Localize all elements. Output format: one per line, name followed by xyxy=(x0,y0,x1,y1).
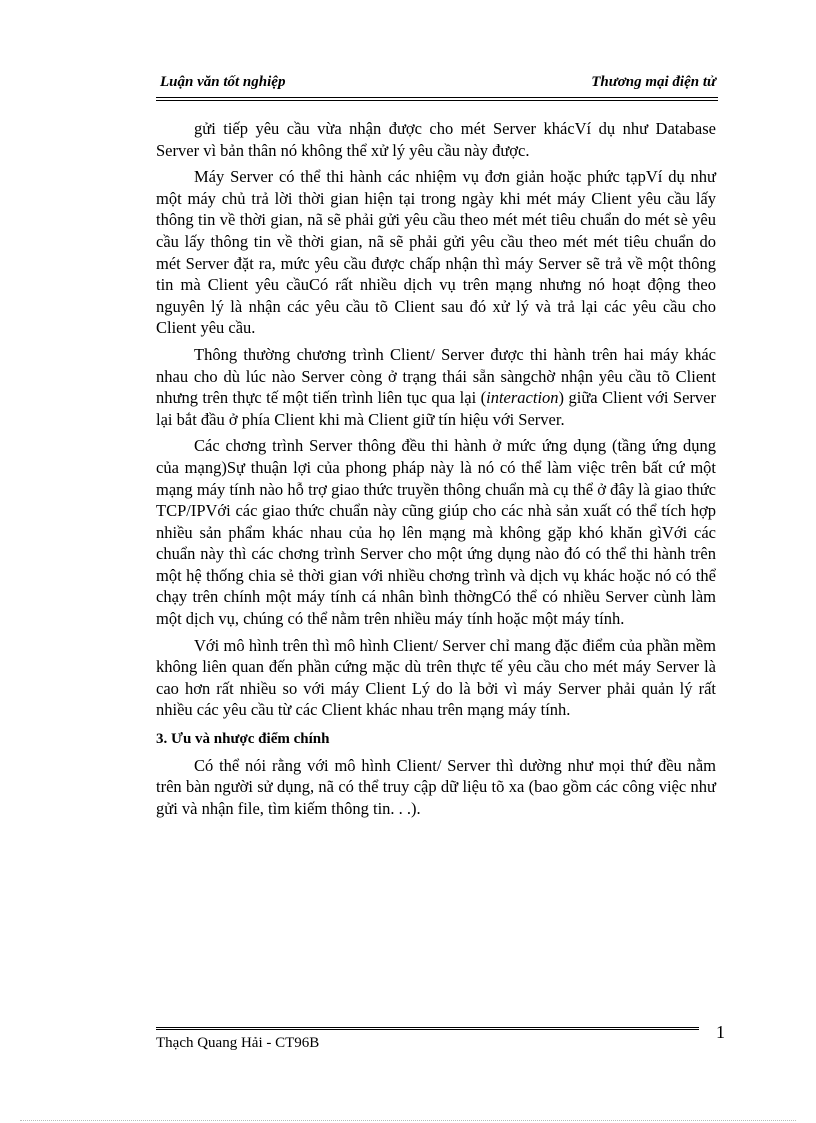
document-body xyxy=(156,118,716,824)
paragraph-1: gửi tiếp yêu cầu vừa nhận được cho mét Server khácVí dụ như Database Server vì bản thân nó không thể xử lý yêu cầu này được. xyxy=(156,119,716,160)
page-break-line xyxy=(20,1120,796,1121)
paragraph-2: Máy Server có thể thi hành các nhiệm vụ đơn giản hoặc phức tạpVí dụ như một máy chủ trả lời thời gian hiện tại trong ngày khi mét máy Client yêu cầu lấy thông tin về thời gian, nã sẽ phải gửi yêu cầu theo mét mét tiêu chuẩn do mét sè yêu cầu lấy thông tin về thời gian, nã sẽ phải gửi yêu cầu theo mét mét tiêu chuẩn do mét Server đặt ra, mức yêu cầu được chấp nhận thì máy Server sẽ trả về một thông tin mà Client yêu cầuCó rất nhiều dịch vụ trên mạng nhưng nó hoạt động theo nguyên lý là nhận các yêu cầu tõ Client sau đó xử lý và trả lại các yêu cầu cho Client yêu cầu. xyxy=(156,167,716,338)
paragraph-5: Với mô hình trên thì mô hình Client/ Server chỉ mang đặc điểm của phần mềm không liên quan đến phần cứng mặc dù trên thực tế yêu cầu cho mét máy Server là cao hơn rất nhiều so với máy Client Lý do là bởi vì máy Server phải quản lý rất nhiều các yêu cầu từ các Client khác nhau trên mạng máy tính. xyxy=(156,635,716,720)
section-heading: 3. Ưu và nhược điểm chính xyxy=(156,731,330,748)
paragraph-3-part-1: Thông thường chương trình Client/ Server được thi hành trên hai máy khác nhau cho dù lúc nào Server còng ở trạng thái sẵn sàngchờ nhận yêu cầu tõ Client nhưng trên thực tế một tiến trình liên tục qua lại ( xyxy=(156,344,716,408)
paragraph-3-term: interaction xyxy=(486,388,559,408)
paragraph-4: Các chơng trình Server thông đều thi hành ở mức ứng dụng (tầng ứng dụng của mạng)Sự thuận lợi của phong pháp này là nó có thể làm việc trên bất cứ một mạng máy tính nào hỗ trợ giao thức truyền thông chuẩn mà cụ thể ở đây là giao thức TCP/IPVới các giao thức chuẩn này cũng giúp cho các nhà sản xuất có thể tích hợp nhiều sản phẩm khác nhau của họ lên mạng mà không gặp khó khăn gìVới các chuẩn này thì các chơng trình Server cho một ứng dụng nào đó có thể thi hành trên một hệ thống chia sẻ thời gian với nhiều chơng trình và dịch vụ khác hoặc nó có thể chạy trên chính một máy tính cá nhân bình thờngCó thể có nhiều Server cùnh làm một dịch vụ, chúng có thể nằm trên nhiều máy tính hoặc một máy tính. xyxy=(156,436,716,629)
header-thesis-label: Luận văn tốt nghiệp xyxy=(160,74,286,90)
paragraph-6: Có thể nói rằng với mô hình Client/ Server thì dường như mọi thứ đều nằm trên bàn người sử dụng, nã có thể truy cập dữ liệu tõ xa (bao gồm các công việc như gửi và nhận file, tìm kiếm thông tin. . .). xyxy=(156,755,716,818)
page-header xyxy=(156,74,716,98)
paragraph-3 xyxy=(156,344,716,430)
header-divider xyxy=(156,97,718,101)
footer-divider xyxy=(156,1027,699,1030)
page-number: 1 xyxy=(716,1022,725,1042)
paragraph-3-part-2: ) giữa Client với Server lại bắt đầu ở phía Client khi mà Client giữ tín hiệu với Server. xyxy=(156,388,716,429)
footer-author: Thạch Quang Hải - CT96B xyxy=(156,1035,320,1051)
header-subject-label: Thương mại điện tử xyxy=(591,74,716,90)
